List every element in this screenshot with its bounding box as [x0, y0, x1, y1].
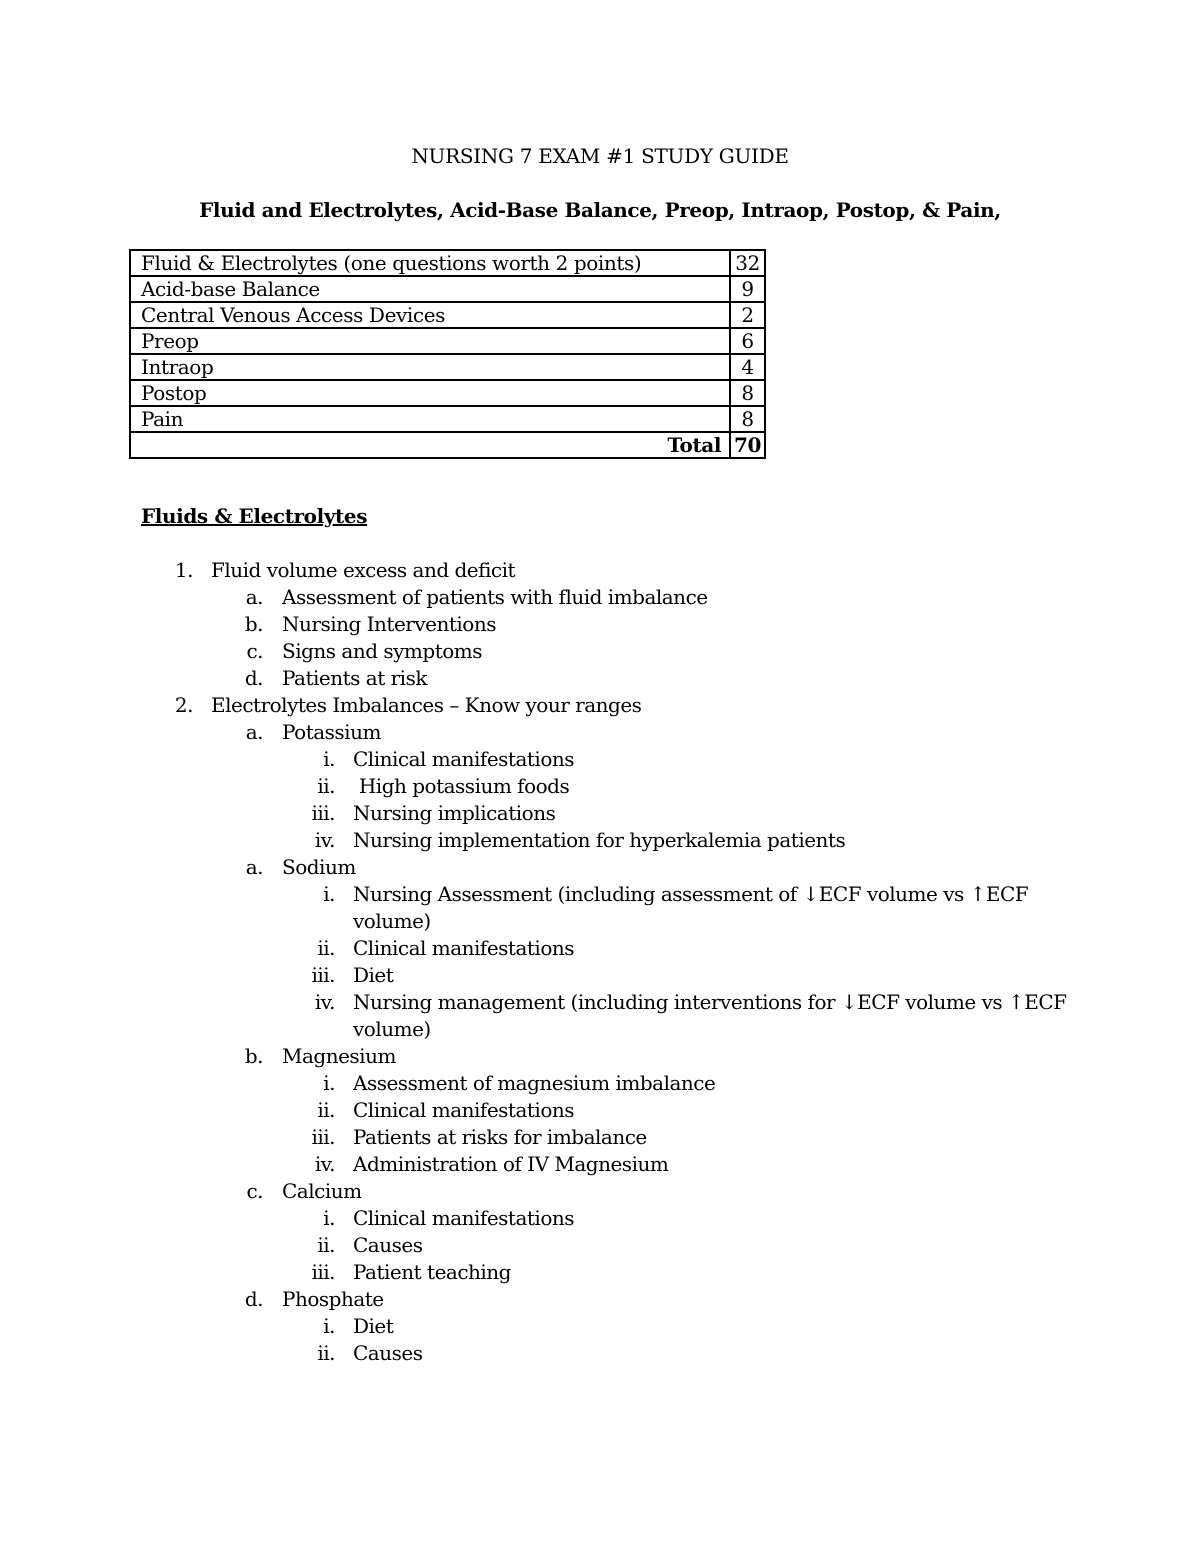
outline-item-text: Potassium [282, 720, 381, 744]
document-title: NURSING 7 EXAM #1 STUDY GUIDE [411, 144, 789, 168]
count-cell: 6 [730, 328, 765, 354]
outline-item-marker: c. [246, 1179, 263, 1203]
table-row [130, 276, 765, 302]
outline-item-text: Electrolytes Imbalances – Know your ranges [211, 693, 642, 717]
outline-item-text: Fluid volume excess and deficit [211, 558, 516, 582]
outline-item-text: Sodium [282, 855, 356, 879]
outline-item-marker: a. [245, 720, 263, 744]
category-cell: Acid-base Balance [130, 276, 730, 302]
outline-item-text: Assessment of patients with fluid imbalance [282, 585, 708, 609]
count-cell: 8 [730, 406, 765, 432]
outline-item-text: Nursing implementation for hyperkalemia patients [353, 828, 846, 852]
outline-item-marker: d. [244, 1287, 263, 1311]
outline-item-text: Nursing Interventions [282, 612, 496, 636]
outline-item-text: Nursing implications [353, 801, 556, 825]
outline-item-marker: ii. [317, 936, 335, 960]
outline-item-text: Calcium [282, 1179, 362, 1203]
table-row [130, 406, 765, 432]
outline-item-text: Administration of IV Magnesium [353, 1152, 669, 1176]
outline-item-text: Diet [353, 963, 394, 987]
document-subtitle: Fluid and Electrolytes, Acid-Base Balance, Preop, Intraop, Postop, & Pain, [199, 198, 1001, 222]
outline-item-text: Causes [353, 1233, 423, 1257]
outline-item-marker: iii. [311, 1260, 335, 1284]
outline-item-text: Patients at risk [282, 666, 427, 690]
outline-item-marker: b. [244, 1044, 263, 1068]
total-row [130, 432, 765, 458]
outline-item-marker: i. [323, 1071, 335, 1095]
outline-item-text: Magnesium [282, 1044, 396, 1068]
category-cell: Intraop [130, 354, 730, 380]
category-cell: Fluid & Electrolytes (one questions worth 2 points) [130, 250, 730, 276]
category-cell: Central Venous Access Devices [130, 302, 730, 328]
count-cell: 2 [730, 302, 765, 328]
outline-item-text: Nursing Assessment (including assessment of ↓ECF volume vs ↑ECF [353, 882, 1029, 906]
section-heading: Fluids & Electrolytes [141, 504, 368, 528]
outline-item-marker: a. [245, 855, 263, 879]
outline-item-marker: ii. [317, 774, 335, 798]
outline-item-marker: iv. [314, 990, 335, 1014]
outline-item-text: volume) [353, 1017, 431, 1041]
outline-item-marker: ii. [317, 1233, 335, 1257]
outline-item-text: Assessment of magnesium imbalance [353, 1071, 716, 1095]
outline-item-marker: ii. [317, 1341, 335, 1365]
outline-item-marker: 2. [174, 693, 193, 717]
count-cell: 8 [730, 380, 765, 406]
exam-weights-table [129, 249, 766, 459]
table-row [130, 328, 765, 354]
outline-item-marker: ii. [317, 1098, 335, 1122]
outline-item-marker: iv. [314, 828, 335, 852]
outline-item-text: Patient teaching [353, 1260, 511, 1284]
outline-item-marker: i. [323, 1314, 335, 1338]
outline-item-marker: iii. [311, 963, 335, 987]
outline-item-marker: c. [246, 639, 263, 663]
outline-item-marker: d. [244, 666, 263, 690]
outline-item-text: High potassium foods [353, 774, 570, 798]
outline-item-text: Clinical manifestations [353, 936, 574, 960]
outline-item-marker: b. [244, 612, 263, 636]
outline-item-text: Clinical manifestations [353, 1206, 574, 1230]
outline-item-marker: iv. [314, 1152, 335, 1176]
outline-item-marker: iii. [311, 1125, 335, 1149]
outline-item-text: Phosphate [282, 1287, 384, 1311]
total-label: Total [130, 432, 730, 458]
count-cell: 9 [730, 276, 765, 302]
outline-item-text: Signs and symptoms [282, 639, 483, 663]
table-row [130, 354, 765, 380]
outline-item-text: Nursing management (including interventions for ↓ECF volume vs ↑ECF [353, 990, 1067, 1014]
outline-item-marker: iii. [311, 801, 335, 825]
outline-item-text: Clinical manifestations [353, 747, 574, 771]
table-row [130, 250, 765, 276]
count-cell: 4 [730, 354, 765, 380]
outline-item-text: volume) [353, 909, 431, 933]
category-cell: Postop [130, 380, 730, 406]
outline-item-marker: i. [323, 747, 335, 771]
outline-item-text: Causes [353, 1341, 423, 1365]
category-cell: Preop [130, 328, 730, 354]
outline-item-marker: i. [323, 882, 335, 906]
outline-item-marker: i. [323, 1206, 335, 1230]
outline-item-text: Diet [353, 1314, 394, 1338]
outline-item-marker: 1. [174, 558, 193, 582]
outline-item-text: Patients at risks for imbalance [353, 1125, 647, 1149]
count-cell: 32 [730, 250, 765, 276]
total-value: 70 [730, 432, 765, 458]
category-cell: Pain [130, 406, 730, 432]
table-row [130, 302, 765, 328]
outline-item-text: Clinical manifestations [353, 1098, 574, 1122]
table-row [130, 380, 765, 406]
outline-item-marker: a. [245, 585, 263, 609]
